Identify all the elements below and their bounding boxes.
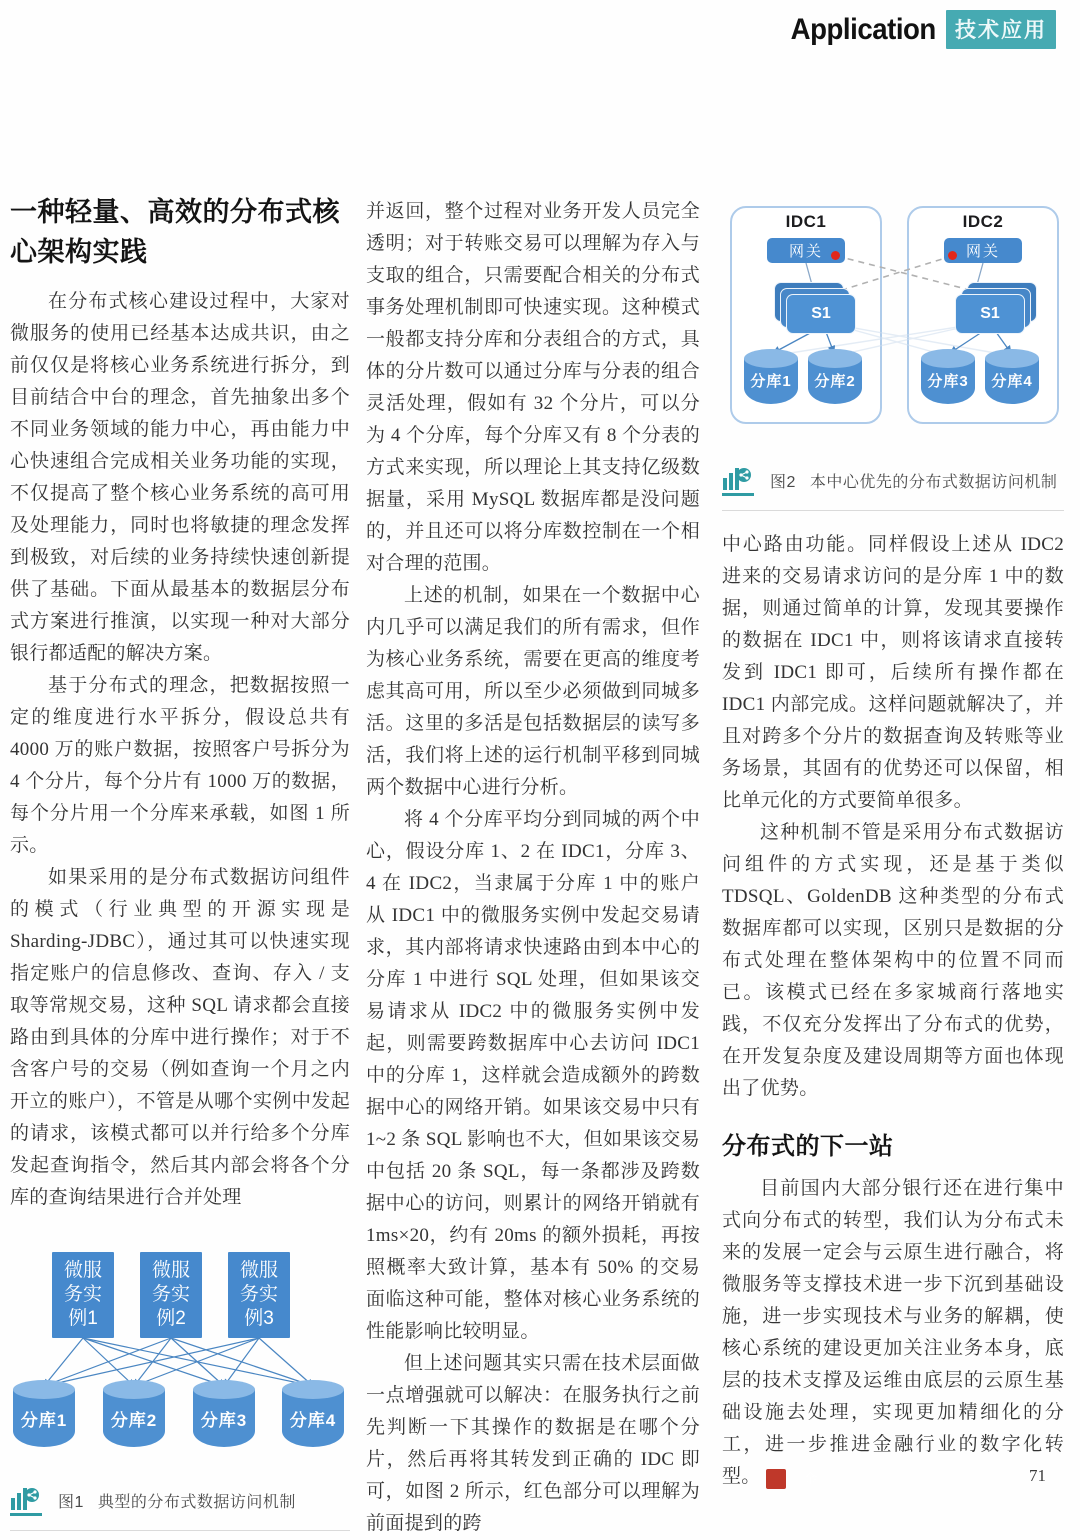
database-shard-cylinder: 分库1 xyxy=(13,1389,75,1447)
database-shard-cylinder: 分库4 xyxy=(282,1389,344,1447)
figure-1-caption xyxy=(10,1488,350,1531)
microservice-instance-node: 微服务实例1 xyxy=(52,1252,114,1338)
body-paragraph: 上述的机制，如果在一个数据中心内几乎可以满足我们的所有需求，但作为核心业务系统，需要在更高的维度考虑其高可用，所以至少必须做到同城多活。这里的多活是包括数据层的读写多活，我们将上述的运行机制平移到同城两个数据中心进行分析。 xyxy=(366,585,700,798)
figure-caption-text: 图1 典型的分布式数据访问机制 xyxy=(58,1494,296,1511)
section-heading: 分布式的下一站 xyxy=(722,1133,894,1160)
database-shard-cylinder: 分库2 xyxy=(808,358,862,404)
microservice-instance-node: 微服务实例2 xyxy=(140,1252,202,1338)
red-route-dot xyxy=(831,251,840,260)
figure-chart-icon xyxy=(10,1488,42,1516)
idc2-gateway-node: 网关 xyxy=(944,238,1022,263)
figure-2 xyxy=(722,196,1064,511)
idc1-gateway-node: 网关 xyxy=(767,238,845,263)
body-paragraph: 如果采用的是分布式数据访问组件的模式（行业典型的开源实现是 Sharding-JDBC），通过其可以快速实现指定账户的信息修改、查询、存入 / 支取等常规交易，这种 SQL 请求都会直接路由到具体的分库中进行操作；对于不含客户号的交易（例如查询一个月之内开立的账户），不管是从哪个实例中发起的请求，该模式都可以并行给多个分库发起查询指令，然后其内部会将各个分库的查询结果进行合并处理 xyxy=(10,867,350,1208)
idc1-label: IDC1 xyxy=(785,212,827,231)
body-paragraph: 并返回，整个过程对业务开发人员完全透明；对于转账交易可以理解为存入与支取的组合，只需要配合相关的分布式事务处理机制即可快速实现。这种模式一般都支持分库和分表组合的方式，具体的分片数可以通过分库与分表的组合灵活处理，假如有 32 个分片，可以分为 4 个分库，每个分库又有 8 个分表的方式来实现，所以理论上其支持亿级数据量，采用 MySQL 数据库都是没问题的，并且还可以将分库数控制在一个相对合理的范围。 xyxy=(366,201,700,574)
article-end-icon: 金 xyxy=(766,1469,786,1489)
body-paragraph: 在分布式核心建设过程中，大家对微服务的使用已经基本达成共识，由之前仅仅是将核心业务系统进行拆分，到目前结合中台的理念，首先抽象出多个不同业务领域的能力中心，再由能力中心快速组合完成相关业务功能的实现，不仅提高了整个核心业务系统的高可用及处理能力，同时也将敏捷的理念发挥到极致，对后续的业务持续快速创新提供了基础。下面从最基本的数据层分布式方案进行推演，以实现一种对大部分银行都适配的解决方案。 xyxy=(10,291,350,664)
body-paragraph: 中心路由功能。同样假设上述从 IDC2 进来的交易请求访问的是分库 1 中的数据，则通过简单的计算，发现其要操作的数据在 IDC1 中，则将该请求直接转发到 IDC1 即可，后续所有操作都在 IDC1 内部完成。这样问题就解决了，并且对跨多个分片的数据查询及转账等业务场景，其固有的优势还可以保留，相比单元化的方式要简单很多。 xyxy=(722,534,1064,811)
database-shard-cylinder: 分库1 xyxy=(744,358,798,404)
figure-2-caption xyxy=(722,468,1064,511)
section-title-en: Application xyxy=(790,12,936,46)
body-paragraph: 基于分布式的理念，把数据按照一定的维度进行水平拆分，假设总共有 4000 万的账户数据，按照客户号拆分为 4 个分片，每个分片有 1000 万的数据，每个分片用一个分库来承载，如图 1 所示。 xyxy=(10,675,350,856)
database-shard-cylinder: 分库2 xyxy=(103,1389,165,1447)
database-shard-cylinder: 分库4 xyxy=(985,358,1039,404)
middle-column xyxy=(366,196,700,1540)
figure-caption-text: 图2 本中心优先的分布式数据访问机制 xyxy=(770,474,1058,491)
right-column xyxy=(722,196,1064,1493)
body-paragraph: 目前国内大部分银行还在进行集中式向分布式的转型，我们认为分布式未来的发展一定会与云原生进行融合，将微服务等支撑技术进一步下沉到基础设施，进一步实现技术与业务的解耦，使核心系统的建设更加关注业务本身，底层的技术支撑及运维由底层的云原生基础设施去处理，实现更加精细化的分工，进一步推进金融行业的数字化转型。 金 xyxy=(722,1178,1064,1487)
figure-1 xyxy=(10,1242,350,1531)
section-badge-zh: 技术应用 xyxy=(946,10,1056,49)
body-paragraph: 将 4 个分库平均分到同城的两个中心，假设分库 1、2 在 IDC1，分库 3、4 在 IDC2，当隶属于分库 1 中的账户从 IDC1 中的微服务实例中发起交易请求，其内部将请求快速路由到本中心的分库 1 中进行 SQL 处理，但如果该交易请求从 IDC2 中的微服务实例中发起，则需要跨数据库中心去访问 IDC1 中的分库 1，这样就会造成额外的跨数据中心的网络开销。如果该交易中只有 1~2 条 SQL 影响也不大，但如果该交易中包括 20 条 SQL，每一条都涉及跨数据中心的访问，则累计的网络开销就有 1ms×20，约有 20ms 的额外损耗，再按照概率大致计算，基本有 50% 的交易面临这种可能，整体对核心业务系统的性能影响比较明显。 xyxy=(366,809,700,1342)
database-shard-cylinder: 分库3 xyxy=(921,358,975,404)
idc2-service-node: S1 xyxy=(955,294,1025,334)
idc2-label: IDC2 xyxy=(962,212,1004,231)
page-number: 71 xyxy=(1029,1466,1046,1485)
microservice-instance-node: 微服务实例3 xyxy=(228,1252,290,1338)
body-paragraph: 这种机制不管是采用分布式数据访问组件的方式实现，还是基于类似 TDSQL、GoldenDB 这种类型的分布式数据库都可以实现，区别只是数据的分布式处理在整体架构中的位置不同而已。该模式已经在多家城商行落地实践，不仅充分发挥出了分布式的优势，在开发复杂度及建设周期等方面也体现出了优势。 xyxy=(722,822,1064,1099)
figure-1-diagram xyxy=(10,1242,350,1474)
database-shard-cylinder: 分库3 xyxy=(193,1389,255,1447)
figure-2-diagram xyxy=(722,196,1064,454)
idc1-service-node: S1 xyxy=(786,294,856,334)
left-column xyxy=(10,192,350,1531)
article-title: 一种轻量、高效的分布式核心架构实践 xyxy=(10,197,340,267)
figure-chart-icon xyxy=(722,468,754,496)
red-route-dot xyxy=(948,251,957,260)
body-paragraph: 但上述问题其实只需在技术层面做一点增强就可以解决：在服务执行之前先判断一下其操作的数据是在哪个分片，然后再将其转发到正确的 IDC 即可，如图 2 所示，红色部分可以理解为前面提到的跨 xyxy=(366,1353,700,1534)
page-header xyxy=(778,10,1056,49)
